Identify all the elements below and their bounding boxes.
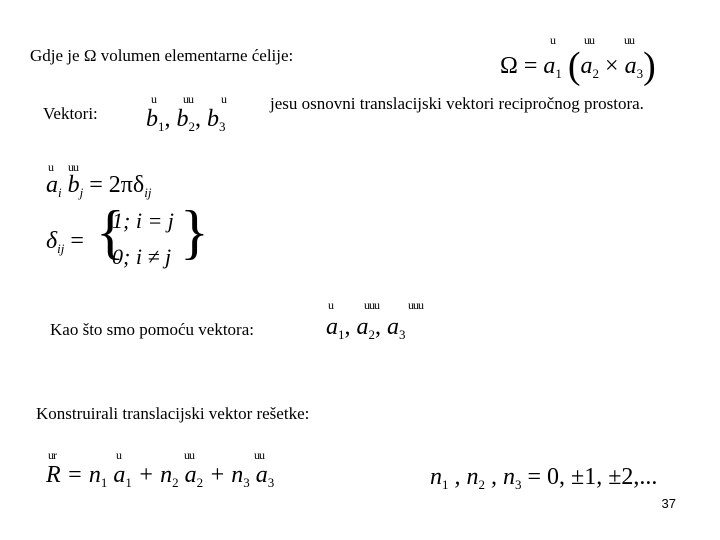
delta-case-1: 1; i = j bbox=[112, 208, 174, 233]
a-vectors: $a_1$, $a_2$, $a_3$ bbox=[326, 314, 406, 342]
lattice-vector-equation: $R = n_1$ $a_1 + n_2$ $a_2 + n_3$ $a_3$ bbox=[46, 462, 275, 490]
omega-equation: $\Omega = a_1$ $(a_2 \times a_3)$ bbox=[500, 45, 656, 87]
delta-definition-lhs: $\delta_{ij}$ = bbox=[46, 228, 84, 256]
vector-mark: uuu bbox=[408, 298, 423, 312]
vector-mark: u bbox=[151, 92, 156, 106]
vector-mark: uu bbox=[183, 92, 193, 106]
dot-product-equation: $a_i$ $b_j = 2\pi\delta_{ij}$ bbox=[46, 172, 152, 200]
vector-mark: uu bbox=[184, 448, 194, 462]
delta-case-2: 0; i ≠ j bbox=[112, 244, 172, 269]
vector-mark: u bbox=[328, 298, 333, 312]
right-brace: } bbox=[180, 199, 209, 265]
vector-mark: u bbox=[550, 33, 555, 47]
vector-mark: u bbox=[221, 92, 226, 106]
vector-mark: u bbox=[116, 448, 121, 462]
konstr-label: Konstruirali translacijski vektor rešetke: bbox=[36, 404, 310, 423]
b-vectors-description: jesu osnovni translacijski vektori recipročnog prostora. bbox=[270, 94, 644, 113]
vector-mark: uu bbox=[584, 33, 594, 47]
vector-mark: uu bbox=[254, 448, 264, 462]
integer-coefficients: $n_1$ , $n_2$ , $n_3 = 0$, ±1, ±2,... bbox=[430, 464, 658, 492]
kao-label: Kao što smo pomoću vektora: bbox=[50, 320, 254, 339]
vectors-label: Vektori: bbox=[43, 104, 98, 123]
vector-mark: uu bbox=[68, 160, 78, 174]
vector-mark: ur bbox=[48, 448, 56, 462]
page-number: 37 bbox=[661, 496, 676, 511]
b-vectors: $b_1$, $b_2$, $b_3$ bbox=[146, 106, 226, 134]
omega-intro-text: Gdje je Ω volumen elementarne ćelije: bbox=[30, 46, 294, 65]
vector-mark: uuu bbox=[364, 298, 379, 312]
left-brace: { bbox=[96, 199, 125, 265]
vector-mark: uu bbox=[624, 33, 634, 47]
vector-mark: u bbox=[48, 160, 53, 174]
